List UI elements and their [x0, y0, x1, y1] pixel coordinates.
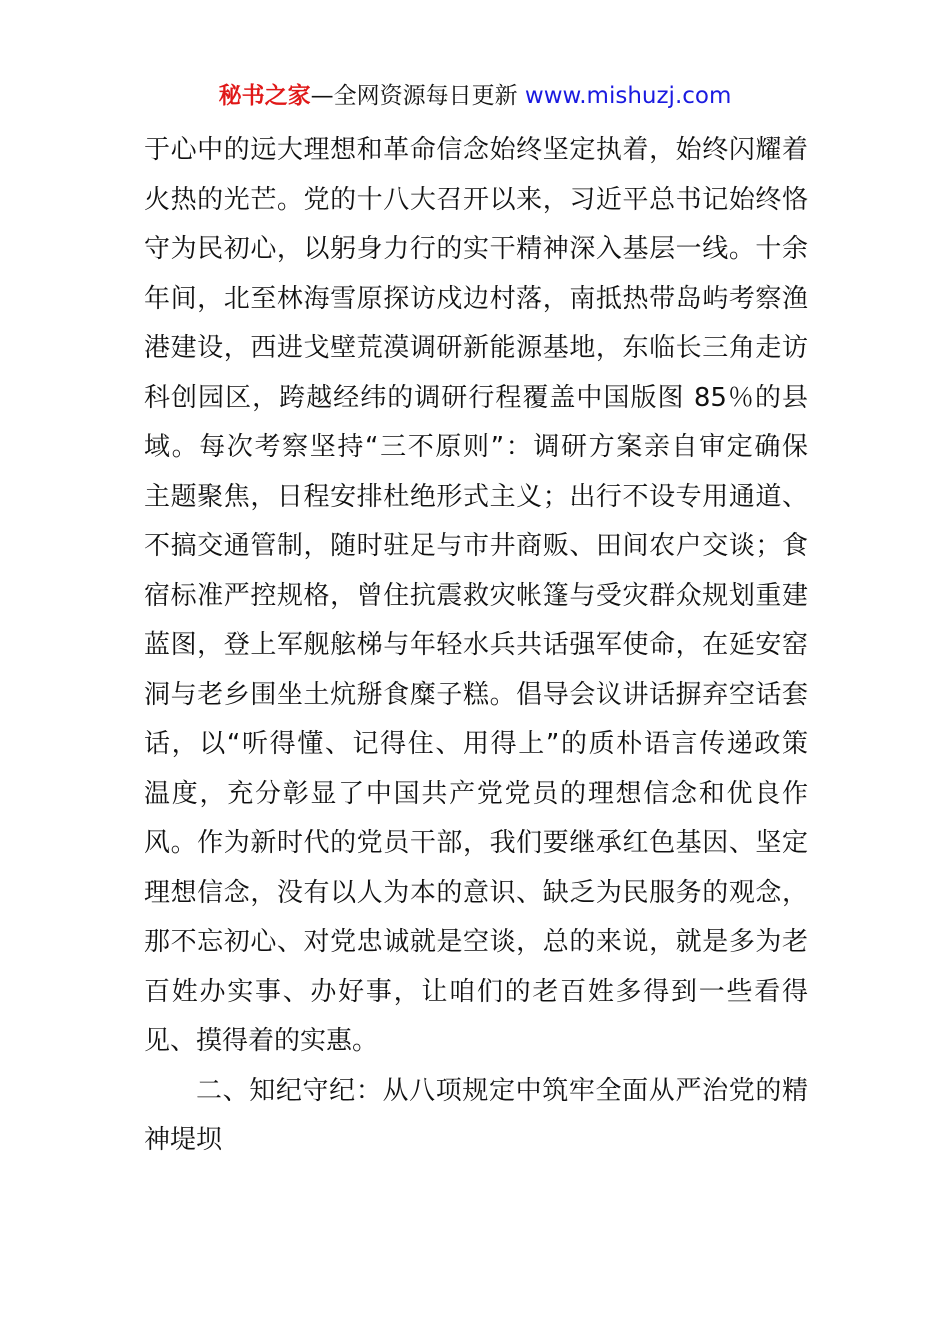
section-heading-line: 神堤坝	[144, 1125, 223, 1155]
text-line: 域。每次考察坚持“三不原则”：调研方案亲自审定确保	[144, 432, 808, 462]
header-tagline: —全网资源每日更新	[310, 83, 525, 109]
text-line: 蓝图，登上军舰舷梯与年轻水兵共话强军使命，在延安窑	[144, 630, 808, 660]
brand-name: 秘书之家	[218, 83, 311, 109]
text-line: 年间，北至林海雪原探访戍边村落，南抵热带岛屿考察渔	[144, 283, 808, 314]
text-line: 科创园区，跨越经纬的调研行程覆盖中国版图 85％的县	[144, 382, 808, 413]
text-line: 守为民初心，以躬身力行的实干精神深入基层一线。十余	[144, 234, 808, 264]
text-line: 不搞交通管制，随时驻足与市井商贩、田间农户交谈；食	[144, 531, 808, 561]
text-line: 百姓办实事、办好事，让咱们的老百姓多得到一些看得	[144, 976, 808, 1007]
text-line: 港建设，西进戈壁荒漠调研新能源基地，东临长三角走访	[144, 333, 808, 363]
text-line: 话，以“听得懂、记得住、用得上”的质朴语言传递政策	[144, 729, 808, 759]
site-url-link[interactable]: www.mishuzj.com	[524, 83, 732, 109]
section-heading-line: 二、知纪守纪：从八项规定中筑牢全面从严治党的精	[196, 1075, 808, 1106]
text-line: 主题聚焦，日程安排杜绝形式主义；出行不设专用通道、	[144, 481, 808, 512]
paragraph-1	[144, 126, 808, 1067]
text-line: 宿标准严控规格，曾住抗震救灾帐篷与受灾群众规划重建	[144, 580, 808, 611]
text-line: 理想信念，没有以人为本的意识、缺乏为民服务的观念，	[144, 877, 808, 908]
site-header	[0, 80, 950, 112]
text-line: 温度，充分彰显了中国共产党党员的理想信念和优良作	[144, 778, 808, 809]
text-line: 于心中的远大理想和革命信念始终坚定执着，始终闪耀着	[144, 135, 808, 165]
text-line: 火热的光芒。党的十八大召开以来，习近平总书记始终恪	[144, 184, 808, 215]
text-line: 风。作为新时代的党员干部，我们要继承红色基因、坚定	[144, 828, 808, 858]
text-line: 那不忘初心、对党忠诚就是空谈，总的来说，就是多为老	[144, 927, 808, 957]
section-2-heading	[144, 1067, 808, 1166]
text-line: 见、摸得着的实惠。	[144, 1026, 379, 1056]
body-text	[144, 126, 808, 1166]
text-line: 洞与老乡围坐土炕掰食糜子糕。倡导会议讲话摒弃空话套	[144, 679, 808, 710]
